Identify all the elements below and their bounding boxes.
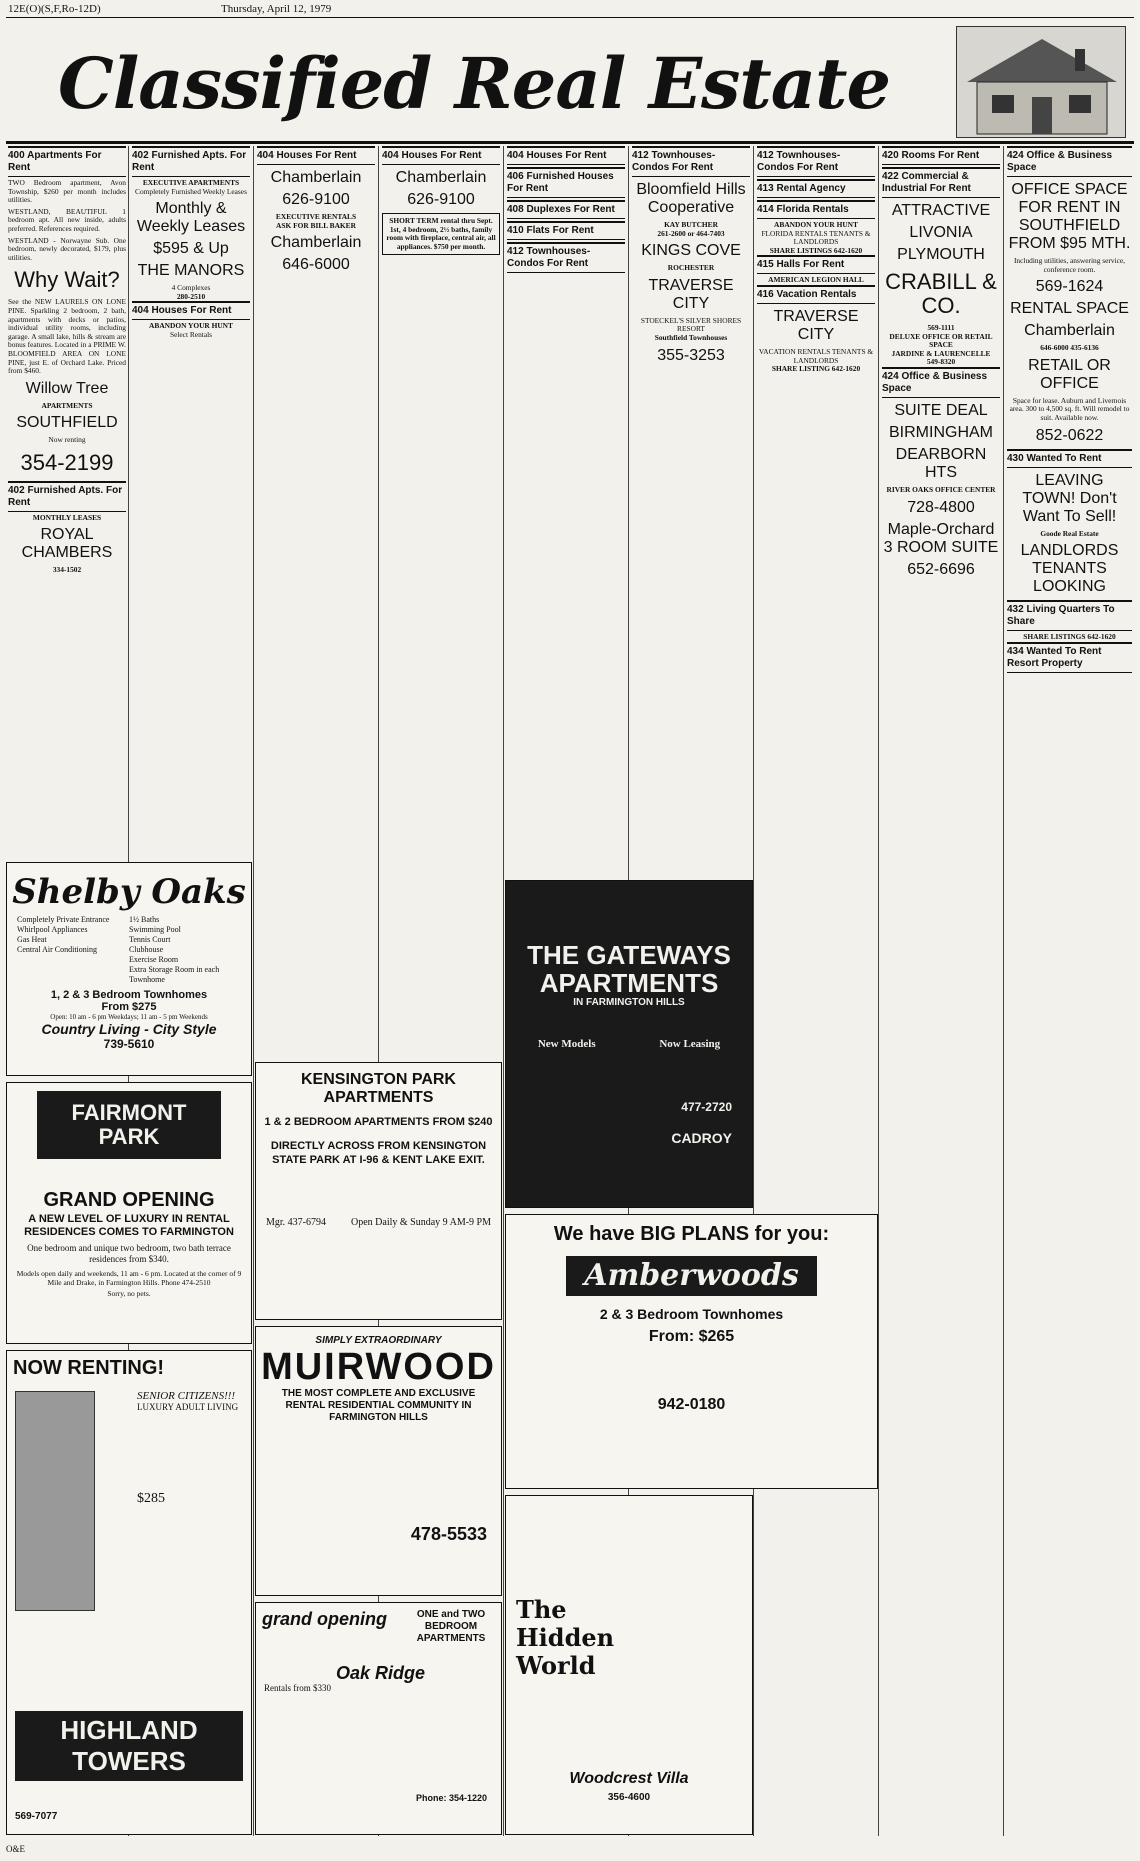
hidden-world-ad (505, 1495, 753, 1835)
leaving-town: LEAVING TOWN! Don't Want To Sell! (1022, 471, 1117, 525)
chamberlain-name: Chamberlain (270, 234, 362, 252)
column-3 (255, 146, 377, 1016)
fairmont-pets: Sorry, no pets. (107, 1289, 151, 1298)
fairmont-park-ad (6, 1082, 252, 1344)
plymouth: PLYMOUTH (897, 246, 985, 263)
amberwoods-price: From: $265 (648, 1328, 735, 1345)
american-legion: AMERICAN LEGION HALL (768, 275, 864, 285)
oak-ridge-grand: grand opening (262, 1609, 387, 1629)
kensington-ad (255, 1062, 502, 1320)
kensington-units: 1 & 2 BEDROOM APARTMENTS FROM $240 (264, 1116, 493, 1128)
abandon-hunt: ABANDON YOUR HUNT (149, 321, 233, 331)
luxury-adult-living: LUXURY ADULT LIVING (137, 1402, 239, 1412)
rental-space: RENTAL SPACE (1010, 300, 1129, 318)
monthly-leases: MONTHLY LEASES (32, 512, 102, 522)
fairmont-park-logo: FAIRMONT PARK (37, 1091, 221, 1159)
feature: Extra Storage Room in each Townhome (129, 965, 220, 984)
folio: 12E(O)(S,F,Ro-12D) (8, 3, 101, 15)
feature: Central Air Conditioning (17, 945, 97, 954)
tower-photo (15, 1391, 95, 1611)
birmingham: BIRMINGHAM (889, 423, 993, 441)
shelby-oaks-features (7, 911, 251, 989)
heading-halls: 415 Halls For Rent (757, 255, 875, 274)
column-9 (1005, 146, 1134, 1846)
feature: Whirlpool Appliances (17, 925, 88, 934)
share-listings: SHARE LISTING 642-1620 (771, 364, 861, 374)
muirwood-name: MUIRWOOD (261, 1346, 496, 1388)
heading-houses-for-rent: 404 Houses For Rent (257, 146, 375, 165)
river-oaks-phone: 728-4800 (907, 498, 975, 516)
heading-office-space: 424 Office & Business Space (1007, 146, 1132, 177)
florida-rentals: FLORIDA RENTALS TENANTS & LANDLORDS (761, 228, 871, 247)
heading-resort: 434 Wanted To Rent Resort Property (1007, 642, 1132, 673)
chamberlain-phone: 626-9100 (282, 191, 350, 208)
kensington-location: DIRECTLY ACROSS FROM KENSINGTON STATE PARK AT I-96 & KENT LAKE EXIT. (270, 1140, 487, 1166)
column-rule (878, 146, 879, 1836)
manors-phone: 280-2510 (176, 291, 206, 301)
heading-furnished-apts: 402 Furnished Apts. For Rent (132, 146, 250, 177)
fairmont-grand-opening: GRAND OPENING (43, 1189, 215, 1211)
share-listings: SHARE LISTINGS 642-1620 (1023, 632, 1116, 642)
highland-towers-ad (6, 1350, 252, 1835)
gateways-manager: CADROY (671, 1130, 732, 1146)
heading-rooms: 420 Rooms For Rent (882, 146, 1000, 165)
dearborn: DEARBORN HTS (895, 445, 987, 481)
ask-bill-baker: ASK FOR BILL BAKER (276, 220, 356, 230)
willow-tree-name: Willow Tree (25, 379, 109, 397)
gateways-place: IN FARMINGTON HILLS (573, 997, 685, 1008)
willow-tree-city: SOUTHFIELD (16, 414, 118, 432)
maple-orchard: Maple-Orchard 3 ROOM SUITE (883, 520, 999, 556)
retail-office: RETAIL OR OFFICE (1028, 356, 1111, 392)
highland-towers-name: HIGHLAND TOWERS (15, 1711, 243, 1781)
column-rule (1003, 146, 1004, 1836)
manors-sub: 4 Complexes (171, 283, 211, 293)
feature: Swimming Pool (129, 925, 181, 934)
river-oaks: RIVER OAKS OFFICE CENTER (886, 484, 996, 494)
chamberlain-name: Chamberlain (270, 169, 362, 186)
highland-towers-phone: 569-7077 (15, 1811, 58, 1822)
top-line (6, 2, 1134, 18)
heading-duplexes: 408 Duplexes For Rent (507, 200, 625, 219)
maple-orchard-phone: 652-6696 (907, 560, 975, 578)
traverse-city: TRAVERSE CITY (648, 276, 734, 312)
office-space-sub: Including utilities, answering service, conference room. (1013, 256, 1126, 274)
feature: Clubhouse (129, 945, 164, 954)
gateways-name: THE GATEWAYS APARTMENTS (527, 940, 731, 998)
retail-office-sub: Space for lease. Auburn and Livernois area. 300 to 4,500 sq. ft. Will remodel to suit. Available now. (1009, 395, 1130, 422)
shelby-oaks-tagline: Country Living - City Style (41, 1021, 217, 1037)
column-7 (755, 146, 877, 1236)
gateways-phone: 477-2720 (681, 1100, 732, 1114)
listing: WESTLAND, BEAUTIFUL 1 bedroom apt. All new inside, adults preferred. References required. (8, 206, 126, 233)
heading-living-quarters: 432 Living Quarters To Share (1007, 600, 1132, 631)
willow-tree-status: Now renting (48, 435, 86, 445)
heading-townhouses: 412 Townhouses-Condos For Rent (632, 146, 750, 177)
chamberlain-phones: 646-6000 435-6136 (1040, 343, 1099, 353)
feature: Exercise Room (129, 955, 179, 964)
bloomfield-cooperative: Bloomfield Hills Cooperative (636, 181, 746, 216)
towers-price: $285 (137, 1491, 165, 1506)
heading-commercial: 422 Commercial & Industrial For Rent (882, 167, 1000, 198)
royal-chambers-phone: 334-1502 (52, 565, 82, 575)
heading-townhouses: 412 Townhouses-Condos For Rent (507, 242, 625, 273)
gateways-models: New Models (537, 1038, 596, 1050)
vacation-rentals: VACATION RENTALS TENANTS & LANDLORDS (758, 346, 874, 365)
issue-date: Thursday, April 12, 1979 (221, 3, 332, 15)
heading-wanted-to-rent: 430 Wanted To Rent (1007, 449, 1132, 468)
feature: Tennis Court (129, 935, 171, 944)
muirwood-ad (255, 1326, 502, 1596)
jardine-phone: 549-8320 (926, 357, 956, 367)
office-space-phone: 569-1624 (1035, 278, 1104, 296)
gateways-ad (505, 880, 753, 1208)
column-4 (380, 146, 502, 1016)
crabill-phone: 569-1111 (927, 323, 955, 332)
willow-tree-phone: 354-2199 (20, 449, 114, 475)
shelby-oaks-logo: Shelby Oaks (12, 872, 246, 912)
livonia: LIVONIA (909, 224, 973, 241)
jardine: JARDINE & LAURENCELLE (891, 348, 991, 358)
crabill: CRABILL & CO. (885, 269, 997, 318)
deluxe-office: DELUXE OFFICE OR RETAIL SPACE (889, 331, 993, 350)
feature: Gas Heat (17, 935, 47, 944)
heading-townhouses: 412 Townhouses-Condos For Rent (757, 146, 875, 177)
hidden-world-name: The Hidden World (516, 1595, 615, 1680)
southfield-townhouses: Southfield Townhouses (654, 332, 728, 342)
chamberlain-phone: 626-9100 (407, 191, 475, 208)
exec-apartments: EXECUTIVE APARTMENTS (142, 178, 240, 187)
traverse-city: TRAVERSE CITY (773, 307, 859, 343)
hidden-world-phone: 356-4600 (607, 1792, 651, 1803)
shelby-oaks-price: From $275 (101, 1001, 157, 1013)
column-rule (753, 146, 754, 1836)
listing: TWO Bedroom apartment, Avon Township, $260 per month includes utilities. (8, 178, 126, 205)
chamberlain-name: Chamberlain (395, 169, 487, 186)
kings-cove: KINGS COVE (641, 242, 741, 260)
woodcrest-villa: Woodcrest Villa (569, 1770, 689, 1787)
why-wait-heading: Why Wait? (14, 267, 120, 293)
chamberlain-phone: 646-6000 (282, 256, 350, 274)
shelby-oaks-hours: Open: 10 am - 6 pm Weekdays; 11 am - 5 pm Weekends (50, 1013, 208, 1021)
heading-flats: 410 Flats For Rent (507, 221, 625, 240)
fairmont-units: One bedroom and unique two bedroom, two bath terrace residences from $340. (27, 1243, 231, 1264)
now-renting: NOW RENTING! (13, 1357, 165, 1379)
goode-real-estate: Goode Real Estate (1040, 528, 1099, 538)
abandon-hunt: ABANDON YOUR HUNT (774, 220, 858, 229)
chamberlain-name: Chamberlain (1024, 322, 1115, 340)
royal-chambers: ROYAL CHAMBERS (21, 526, 113, 562)
office-space: OFFICE SPACE FOR RENT IN SOUTHFIELD FROM $95 MTH. (1008, 181, 1131, 252)
oak-ridge-units: ONE and TWO BEDROOM APARTMENTS (416, 1609, 486, 1644)
suite-deal: SUITE DEAL (894, 401, 988, 419)
section-title: Classified Real Estate (58, 42, 890, 125)
muirwood-tagline: SIMPLY EXTRAORDINARY (315, 1335, 442, 1346)
kay-butcher: KAY BUTCHER (664, 220, 718, 229)
heading-office-space: 424 Office & Business Space (882, 367, 1000, 398)
kensington-name: KENSINGTON PARK APARTMENTS (301, 1071, 456, 1106)
masthead (6, 20, 1134, 144)
fairmont-tagline: A NEW LEVEL OF LUXURY IN RENTAL RESIDENCES COMES TO FARMINGTON (24, 1213, 234, 1238)
heading-apartments-for-rent: 400 Apartments For Rent (8, 146, 126, 177)
muirwood-sub: THE MOST COMPLETE AND EXCLUSIVE RENTAL RESIDENTIAL COMMUNITY IN FARMINGTON HILLS (281, 1388, 476, 1423)
listing: See the NEW LAURELS ON LONE PINE. Sparkling 2 bedroom, 2 bath, apartments with decks or patios, individual utility rooms, including garage. A small lake, hills & stream are bonus features. Located in a PRIME W. BLOOMFIELD AREA ON LONE PINE, just E. of Orchard Lake. Priced from $460. (8, 297, 126, 376)
heading-furnished-houses: 406 Furnished Houses For Rent (507, 167, 625, 198)
shelby-oaks-phone: 739-5610 (103, 1037, 155, 1051)
exec-apartments-sub: Completely Furnished Weekly Leases (135, 186, 247, 196)
amberwoods-name: Amberwoods (566, 1256, 817, 1296)
listing: WESTLAND - Norwayne Sub. One bedroom, newly decorated, $179, plus utilities. (8, 235, 126, 262)
southfield-townhouses-phone: 355-3253 (657, 346, 725, 364)
traverse-city-sub: STOECKEL'S SILVER SHORES RESORT (640, 315, 742, 334)
kensington-hours: Open Daily & Sunday 9 AM-9 PM (351, 1217, 491, 1228)
kay-butcher-phones: 261-2600 or 464-7403 (657, 228, 725, 238)
shelby-oaks-ad (6, 862, 252, 1076)
share-listings: SHARE LISTINGS 642-1620 (769, 245, 863, 255)
footer-mark: O&E (6, 1844, 25, 1854)
house-illustration (956, 26, 1126, 138)
retail-office-phone: 852-0622 (1035, 426, 1104, 444)
amberwoods-big-plans: We have BIG PLANS for you: (553, 1223, 830, 1245)
feature: Completely Private Entrance (17, 915, 110, 924)
senior-citizens: SENIOR CITIZENS!!! (137, 1390, 236, 1402)
column-8 (880, 146, 1002, 1846)
heading-rental-agency: 413 Rental Agency (757, 179, 875, 198)
short-term-listing: SHORT TERM rental thru Sept. 1st, 4 bedroom, 2½ baths, family room with fireplace, central air, all appliances. $750 per month. (382, 213, 500, 255)
oak-ridge-rentals: Rentals from $330 (264, 1683, 331, 1693)
fairmont-location: Models open daily and weekends, 11 am - 6 pm. Located at the corner of 9 Mile and Drake, in Farmington Hills. Phone 474-2510 (16, 1269, 242, 1287)
kings-cove-sub: ROCHESTER (667, 263, 715, 273)
oak-ridge-name: Oak Ridge (336, 1663, 426, 1683)
oak-ridge-phone: Phone: 354-1220 (416, 1793, 488, 1803)
manors-name: THE MANORS (137, 262, 245, 280)
muirwood-phone: 478-5533 (410, 1524, 487, 1544)
heading-houses-for-rent: 404 Houses For Rent (507, 146, 625, 165)
kensington-manager: Mgr. 437-6794 (266, 1217, 326, 1228)
abandon-hunt-sub: Select Rentals (169, 329, 213, 339)
willow-tree-apartments: APARTMENTS (41, 400, 93, 410)
lease-price: $595 & Up (153, 240, 229, 258)
column-rule (253, 146, 254, 1836)
feature: 1½ Baths (129, 915, 160, 924)
amberwoods-phone: 942-0180 (657, 1396, 726, 1413)
shelby-oaks-units: 1, 2 & 3 Bedroom Townhomes (50, 989, 208, 1001)
heading-houses-for-rent: 404 Houses For Rent (132, 301, 250, 320)
column-1 (6, 146, 128, 846)
column-5 (505, 146, 627, 976)
column-2 (130, 146, 252, 701)
attractive: ATTRACTIVE (891, 202, 991, 219)
amberwoods-units: 2 & 3 Bedroom Townhomes (599, 1306, 784, 1322)
heading-vacation: 416 Vacation Rentals (757, 285, 875, 304)
oak-ridge-ad (255, 1602, 502, 1835)
gateways-leasing: Now Leasing (659, 1038, 721, 1050)
heading-houses-for-rent: 404 Houses For Rent (382, 146, 500, 165)
amberwoods-ad (505, 1214, 878, 1489)
column-rule (503, 146, 504, 1836)
exec-rentals: EXECUTIVE RENTALS (275, 212, 357, 221)
landlords: LANDLORDS TENANTS LOOKING (1020, 542, 1119, 596)
heading-florida-rentals: 414 Florida Rentals (757, 200, 875, 219)
heading-furnished-apts: 402 Furnished Apts. For Rent (8, 481, 126, 512)
monthly-weekly: Monthly & Weekly Leases (136, 200, 246, 236)
